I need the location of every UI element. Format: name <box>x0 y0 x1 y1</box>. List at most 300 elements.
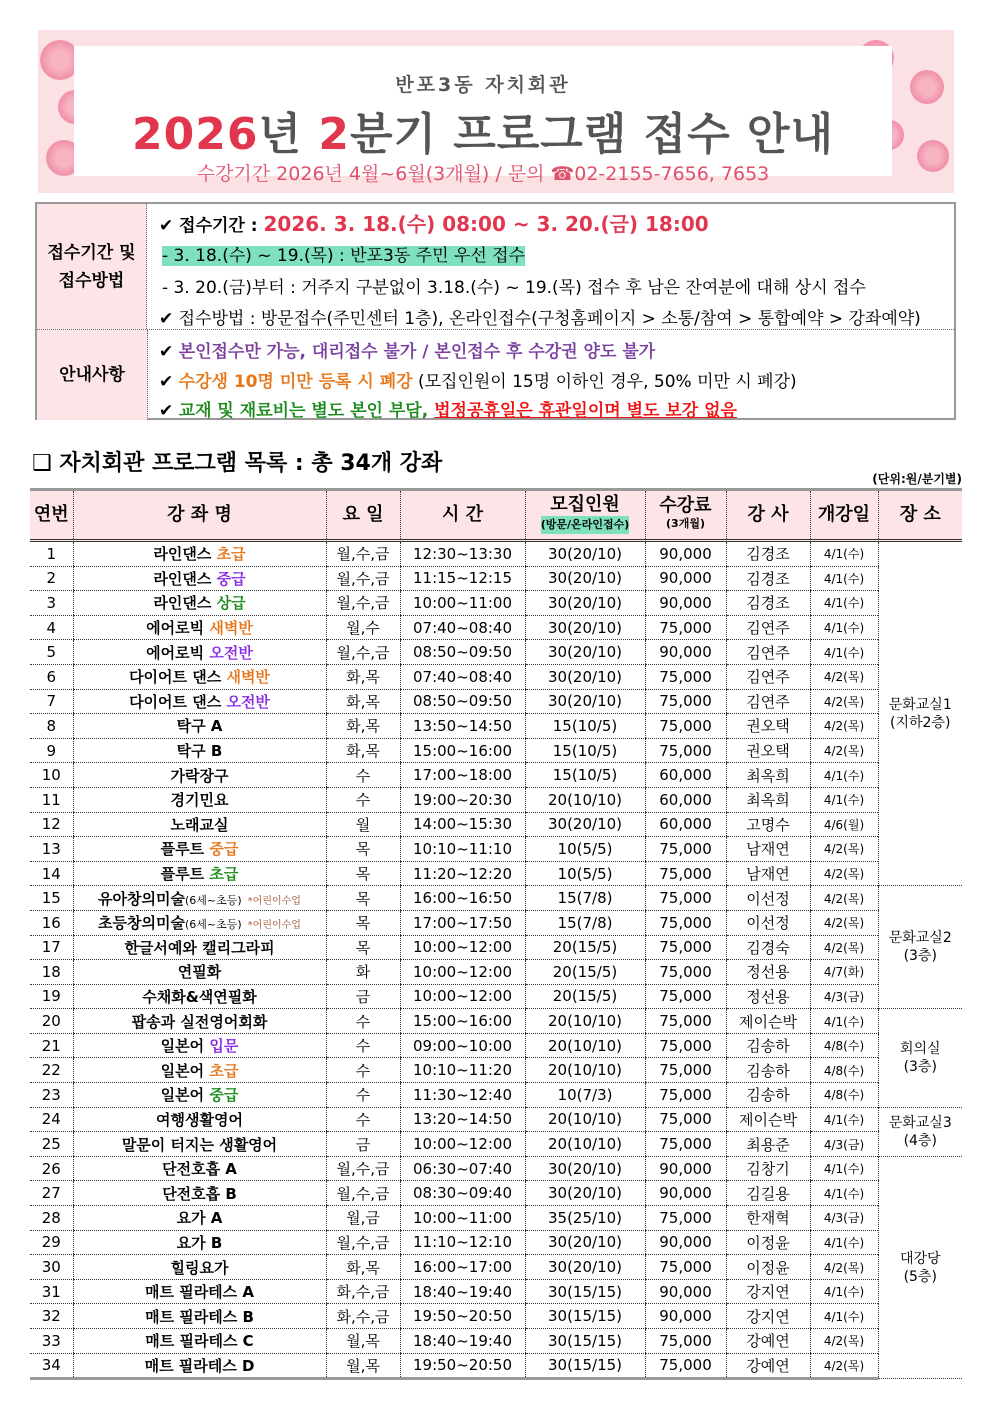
course-days: 월,수 <box>326 615 400 640</box>
table-row <box>30 1107 962 1132</box>
course-open-date: 4/1(수) <box>810 1009 878 1034</box>
course-teacher: 정선용 <box>726 960 810 985</box>
general-line: - 3. 20.(금)부터 : 거주지 구분없이 3.18.(수) ~ 19.(목) 접수 후 남은 잔여분에 대해 상시 접수 <box>162 278 866 298</box>
notice-line-3: ✔ 교재 및 재료비는 별도 본인 부담, 법정공휴일은 휴관일이며 별도 보강 없음 <box>159 401 737 421</box>
course-teacher: 김송하 <box>726 1058 810 1083</box>
course-fee: 75,000 <box>645 837 726 862</box>
row-number: 27 <box>30 1181 73 1206</box>
course-time: 11:15~12:15 <box>400 566 525 591</box>
course-days: 월,수,금 <box>326 591 400 616</box>
course-teacher: 김송하 <box>726 1083 810 1108</box>
table-row <box>30 615 962 640</box>
table-row <box>30 1329 962 1354</box>
course-capacity: 20(10/10) <box>525 1033 645 1058</box>
course-time: 19:50~20:50 <box>400 1353 525 1379</box>
course-open-date: 4/2(목) <box>810 1329 878 1354</box>
course-capacity: 20(15/5) <box>525 960 645 985</box>
course-capacity: 30(20/10) <box>525 664 645 689</box>
table-row <box>30 787 962 812</box>
course-capacity: 20(10/10) <box>525 1107 645 1132</box>
course-days: 화,수,금 <box>326 1304 400 1329</box>
course-time: 08:50~09:50 <box>400 689 525 714</box>
row-number: 14 <box>30 861 73 886</box>
course-capacity: 30(20/10) <box>525 1255 645 1280</box>
table-row <box>30 1033 962 1058</box>
divider <box>37 329 954 330</box>
course-capacity: 30(20/10) <box>525 591 645 616</box>
course-open-date: 4/2(목) <box>810 837 878 862</box>
course-open-date: 4/1(수) <box>810 640 878 665</box>
table-row <box>30 960 962 985</box>
row-number: 13 <box>30 837 73 862</box>
course-open-date: 4/6(월) <box>810 812 878 837</box>
course-name <box>73 1181 326 1206</box>
course-name <box>73 960 326 985</box>
course-level: 새벽반 <box>226 668 270 687</box>
course-title: 경기민요 <box>170 791 229 810</box>
course-title: 다이어트 댄스 <box>129 668 227 687</box>
course-fee: 75,000 <box>645 689 726 714</box>
row-number: 22 <box>30 1058 73 1083</box>
location-name: 대강당 <box>899 1250 941 1267</box>
course-time: 14:00~15:30 <box>400 812 525 837</box>
row-number: 6 <box>30 664 73 689</box>
course-teacher: 김경조 <box>726 566 810 591</box>
course-open-date: 4/1(수) <box>810 541 878 567</box>
location-name: 회의실 <box>899 1040 941 1057</box>
course-fee: 90,000 <box>645 1230 726 1255</box>
course-open-date: 4/1(수) <box>810 787 878 812</box>
course-teacher: 권오택 <box>726 714 810 739</box>
course-open-date: 4/3(금) <box>810 1206 878 1231</box>
course-teacher: 김창기 <box>726 1156 810 1181</box>
table-row <box>30 1230 962 1255</box>
course-title: 단전호흡 A <box>162 1160 237 1179</box>
table-row <box>30 640 962 665</box>
course-capacity: 10(7/3) <box>525 1083 645 1108</box>
course-days: 월,수,금 <box>326 1230 400 1255</box>
course-time: 09:00~10:00 <box>400 1033 525 1058</box>
course-capacity: 20(10/10) <box>525 1132 645 1157</box>
course-title: 힐링요가 <box>170 1258 229 1277</box>
course-name <box>73 1329 326 1354</box>
course-time: 10:10~11:10 <box>400 837 525 862</box>
course-days: 월,수,금 <box>326 566 400 591</box>
course-name <box>73 1156 326 1181</box>
method-line: ✔ 접수방법 : 방문접수(주민센터 1층), 온라인접수(구청홈페이지 > 소통/참여 > 통합예약 > 강좌예약) <box>159 309 921 329</box>
table-row <box>30 1083 962 1108</box>
course-teacher: 이정윤 <box>726 1230 810 1255</box>
course-time: 11:10~12:10 <box>400 1230 525 1255</box>
course-capacity: 30(20/10) <box>525 1181 645 1206</box>
course-days: 월,수,금 <box>326 1156 400 1181</box>
course-fee: 75,000 <box>645 1033 726 1058</box>
course-title: 초등창의미술 <box>98 914 185 933</box>
course-time: 11:30~12:40 <box>400 1083 525 1108</box>
course-days: 화,목 <box>326 738 400 763</box>
course-capacity: 30(20/10) <box>525 615 645 640</box>
table-row <box>30 1009 962 1034</box>
course-title: 여행생활영어 <box>156 1110 243 1129</box>
course-capacity: 15(7/8) <box>525 886 645 911</box>
location-name: 문화교실1 <box>888 696 952 713</box>
course-teacher: 최옥희 <box>726 787 810 812</box>
kids-class-note: *어린이수업 <box>247 895 301 907</box>
course-teacher: 강지연 <box>726 1279 810 1304</box>
label-notice: 안내사항 <box>37 330 148 420</box>
course-capacity: 20(15/5) <box>525 935 645 960</box>
course-title: 에어로빅 <box>146 619 210 638</box>
course-fee: 90,000 <box>645 1304 726 1329</box>
course-fee: 75,000 <box>645 1353 726 1379</box>
course-title: 매트 필라테스 C <box>145 1332 254 1351</box>
course-days: 화,수,금 <box>326 1279 400 1304</box>
course-fee: 60,000 <box>645 812 726 837</box>
course-capacity: 15(7/8) <box>525 910 645 935</box>
course-teacher: 한재혁 <box>726 1206 810 1231</box>
course-time: 06:30~07:40 <box>400 1156 525 1181</box>
table-row <box>30 591 962 616</box>
notice-line-2: ✔ 수강생 10명 미만 등록 시 폐강 (모집인원이 15명 이하인 경우, 50% 미만 시 폐강) <box>159 372 797 392</box>
course-title: 유아창의미술 <box>98 889 185 908</box>
course-capacity: 35(25/10) <box>525 1206 645 1231</box>
col-no: 연번 <box>30 490 73 541</box>
course-teacher: 이정윤 <box>726 1255 810 1280</box>
course-days: 월,목 <box>326 1353 400 1379</box>
table-row <box>30 1353 962 1379</box>
course-time: 13:20~14:50 <box>400 1107 525 1132</box>
course-days: 수 <box>326 1009 400 1034</box>
course-open-date: 4/1(수) <box>810 566 878 591</box>
course-fee: 60,000 <box>645 763 726 788</box>
col-teacher: 강 사 <box>726 490 810 541</box>
course-open-date: 4/1(수) <box>810 1156 878 1181</box>
course-location <box>878 1107 962 1156</box>
course-teacher: 정선용 <box>726 984 810 1009</box>
course-days: 수 <box>326 1033 400 1058</box>
course-time: 10:00~12:00 <box>400 984 525 1009</box>
location-name: 문화교실3 <box>888 1114 952 1131</box>
unit-note: (단위:원/분기별) <box>872 472 962 486</box>
course-title: 라인댄스 <box>153 545 217 564</box>
course-capacity: 30(15/15) <box>525 1279 645 1304</box>
table-row <box>30 1058 962 1083</box>
table-row <box>30 910 962 935</box>
course-teacher: 제이슨박 <box>726 1009 810 1034</box>
course-teacher: 제이슨박 <box>726 1107 810 1132</box>
course-capacity: 30(15/15) <box>525 1304 645 1329</box>
row-number: 34 <box>30 1353 73 1379</box>
course-title: 탁구 A <box>176 717 223 736</box>
course-capacity: 15(10/5) <box>525 738 645 763</box>
course-open-date: 4/2(목) <box>810 689 878 714</box>
course-time: 07:40~08:40 <box>400 664 525 689</box>
row-number: 8 <box>30 714 73 739</box>
course-open-date: 4/2(목) <box>810 714 878 739</box>
course-title: 매트 필라테스 A <box>145 1283 254 1302</box>
course-title: 플루트 <box>160 865 210 884</box>
table-row <box>30 763 962 788</box>
row-number: 1 <box>30 541 73 567</box>
course-time: 08:50~09:50 <box>400 640 525 665</box>
course-title: 다이어트 댄스 <box>129 692 227 711</box>
course-open-date: 4/2(목) <box>810 1353 878 1379</box>
course-fee: 75,000 <box>645 935 726 960</box>
col-time: 시 간 <box>400 490 525 541</box>
course-days: 월,목 <box>326 1329 400 1354</box>
course-open-date: 4/1(수) <box>810 1279 878 1304</box>
course-level: 중급 <box>216 569 246 588</box>
course-title: 팝송과 실전영어회화 <box>131 1012 268 1031</box>
row-number: 11 <box>30 787 73 812</box>
course-name <box>73 714 326 739</box>
course-title: 플루트 <box>160 840 210 859</box>
course-open-date: 4/2(목) <box>810 886 878 911</box>
row-number: 5 <box>30 640 73 665</box>
course-time: 10:00~11:00 <box>400 1206 525 1231</box>
course-open-date: 4/2(목) <box>810 738 878 763</box>
course-name <box>73 763 326 788</box>
course-title: 탁구 B <box>176 742 223 761</box>
cherry-blossom-icon <box>917 140 949 172</box>
age-note: (6세~초등) <box>184 893 242 907</box>
course-time: 18:40~19:40 <box>400 1329 525 1354</box>
course-title: 매트 필라테스 B <box>145 1307 254 1326</box>
course-time: 10:10~11:20 <box>400 1058 525 1083</box>
course-open-date: 4/3(금) <box>810 984 878 1009</box>
row-number: 21 <box>30 1033 73 1058</box>
row-number: 23 <box>30 1083 73 1108</box>
course-time: 19:50~20:50 <box>400 1304 525 1329</box>
course-days: 수 <box>326 763 400 788</box>
course-time: 08:30~09:40 <box>400 1181 525 1206</box>
course-days: 화,목 <box>326 1255 400 1280</box>
course-fee: 75,000 <box>645 1107 726 1132</box>
course-time: 15:00~16:00 <box>400 738 525 763</box>
course-time: 19:00~20:30 <box>400 787 525 812</box>
course-teacher: 김길용 <box>726 1181 810 1206</box>
course-teacher: 강지연 <box>726 1304 810 1329</box>
course-days: 화,목 <box>326 714 400 739</box>
location-floor: (3층) <box>903 1058 937 1075</box>
course-name <box>73 566 326 591</box>
course-level: 오전반 <box>226 692 270 711</box>
location-floor: (4층) <box>903 1132 937 1149</box>
row-number: 32 <box>30 1304 73 1329</box>
course-fee: 90,000 <box>645 1181 726 1206</box>
course-capacity: 30(20/10) <box>525 541 645 567</box>
course-fee: 75,000 <box>645 615 726 640</box>
course-title: 요가 B <box>176 1233 223 1252</box>
course-name <box>73 935 326 960</box>
row-number: 15 <box>30 886 73 911</box>
course-days: 목 <box>326 910 400 935</box>
section-title: ❑ 자치회관 프로그램 목록 : 총 34개 강좌 <box>32 451 443 476</box>
row-number: 20 <box>30 1009 73 1034</box>
course-name <box>73 1353 326 1379</box>
course-teacher: 강예연 <box>726 1353 810 1379</box>
course-days: 금 <box>326 984 400 1009</box>
course-capacity: 15(10/5) <box>525 763 645 788</box>
course-title: 일본어 <box>160 1086 210 1105</box>
course-title: 가락장구 <box>170 766 229 785</box>
course-name <box>73 1279 326 1304</box>
course-name <box>73 1107 326 1132</box>
course-level: 상급 <box>216 594 246 613</box>
row-number: 3 <box>30 591 73 616</box>
course-capacity: 30(20/10) <box>525 640 645 665</box>
course-title: 요가 A <box>176 1209 223 1228</box>
course-days: 목 <box>326 861 400 886</box>
table-row <box>30 861 962 886</box>
table-row <box>30 1304 962 1329</box>
col-open: 개강일 <box>810 490 878 541</box>
course-level: 초급 <box>209 865 239 884</box>
col-capacity: 모집인원(방문/온라인접수) <box>525 490 645 541</box>
course-fee: 75,000 <box>645 1132 726 1157</box>
course-time: 13:50~14:50 <box>400 714 525 739</box>
course-time: 12:30~13:30 <box>400 541 525 567</box>
course-open-date: 4/8(수) <box>810 1083 878 1108</box>
course-teacher: 김송하 <box>726 1033 810 1058</box>
program-table <box>30 488 962 1380</box>
course-title: 라인댄스 <box>153 569 217 588</box>
course-capacity: 30(20/10) <box>525 812 645 837</box>
course-title: 말문이 터지는 생활영어 <box>121 1135 278 1154</box>
course-days: 월,금 <box>326 1206 400 1231</box>
col-name: 강 좌 명 <box>73 490 326 541</box>
course-capacity: 15(10/5) <box>525 714 645 739</box>
course-time: 18:40~19:40 <box>400 1279 525 1304</box>
course-title: 라인댄스 <box>153 594 217 613</box>
course-level: 새벽반 <box>209 619 253 638</box>
course-fee: 75,000 <box>645 714 726 739</box>
table-row <box>30 935 962 960</box>
row-number: 9 <box>30 738 73 763</box>
table-row <box>30 886 962 911</box>
course-name <box>73 837 326 862</box>
course-time: 07:40~08:40 <box>400 615 525 640</box>
course-days: 화 <box>326 960 400 985</box>
location-floor: (지하2층) <box>890 714 951 731</box>
row-number: 28 <box>30 1206 73 1231</box>
course-days: 금 <box>326 1132 400 1157</box>
course-time: 16:00~16:50 <box>400 886 525 911</box>
row-number: 10 <box>30 763 73 788</box>
course-name <box>73 1206 326 1231</box>
course-fee: 90,000 <box>645 591 726 616</box>
course-fee: 75,000 <box>645 886 726 911</box>
course-open-date: 4/2(목) <box>810 664 878 689</box>
course-days: 목 <box>326 935 400 960</box>
table-row <box>30 1181 962 1206</box>
banner-period-contact: 수강기간 2026년 4월~6월(3개월) / 문의 ☎02-2155-7656, 7653 <box>196 163 770 185</box>
course-open-date: 4/2(목) <box>810 861 878 886</box>
course-title: 한글서예와 캘리그라피 <box>124 938 275 957</box>
age-note: (6세~초등) <box>184 918 242 932</box>
table-row <box>30 984 962 1009</box>
course-location <box>878 541 962 886</box>
course-name <box>73 615 326 640</box>
course-time: 10:00~12:00 <box>400 960 525 985</box>
location-floor: (3층) <box>903 948 937 965</box>
course-capacity: 30(15/15) <box>525 1329 645 1354</box>
location-floor: (5층) <box>903 1268 937 1285</box>
col-fee: 수강료 (3개월) <box>645 490 726 541</box>
course-name <box>73 861 326 886</box>
course-days: 수 <box>326 787 400 812</box>
row-number: 26 <box>30 1156 73 1181</box>
course-days: 월,수,금 <box>326 541 400 567</box>
course-name <box>73 1009 326 1034</box>
course-level: 초급 <box>216 545 246 564</box>
row-number: 4 <box>30 615 73 640</box>
course-open-date: 4/7(화) <box>810 960 878 985</box>
course-name <box>73 984 326 1009</box>
table-row <box>30 812 962 837</box>
course-name <box>73 910 326 935</box>
row-number: 2 <box>30 566 73 591</box>
row-number: 18 <box>30 960 73 985</box>
course-name <box>73 1255 326 1280</box>
course-teacher: 이선정 <box>726 886 810 911</box>
course-open-date: 4/1(수) <box>810 1304 878 1329</box>
course-open-date: 4/1(수) <box>810 1107 878 1132</box>
banner-content <box>74 46 892 185</box>
course-name <box>73 541 326 567</box>
row-number: 24 <box>30 1107 73 1132</box>
course-teacher: 김연주 <box>726 615 810 640</box>
col-location: 장 소 <box>878 490 962 541</box>
course-open-date: 4/8(수) <box>810 1033 878 1058</box>
course-fee: 75,000 <box>645 1329 726 1354</box>
course-teacher: 김경조 <box>726 541 810 567</box>
table-row <box>30 714 962 739</box>
course-time: 10:00~11:00 <box>400 591 525 616</box>
cherry-blossom-icon <box>910 70 944 104</box>
table-row <box>30 1279 962 1304</box>
course-fee: 75,000 <box>645 1255 726 1280</box>
course-name <box>73 1083 326 1108</box>
row-number: 31 <box>30 1279 73 1304</box>
course-days: 화,목 <box>326 664 400 689</box>
course-fee: 90,000 <box>645 640 726 665</box>
course-fee: 75,000 <box>645 1058 726 1083</box>
course-fee: 75,000 <box>645 1083 726 1108</box>
course-open-date: 4/2(목) <box>810 935 878 960</box>
course-capacity: 30(20/10) <box>525 1230 645 1255</box>
course-open-date: 4/3(금) <box>810 1132 878 1157</box>
course-capacity: 30(20/10) <box>525 1156 645 1181</box>
course-days: 월 <box>326 812 400 837</box>
course-open-date: 4/2(목) <box>810 910 878 935</box>
course-days: 수 <box>326 1107 400 1132</box>
course-teacher: 최용준 <box>726 1132 810 1157</box>
course-location <box>878 886 962 1009</box>
notice-line-1: ✔ 본인접수만 가능, 대리접수 불가 / 본인접수 후 수강권 양도 불가 <box>159 342 656 362</box>
table-row <box>30 664 962 689</box>
banner-title: 2026년 2분기 프로그램 접수 안내 <box>132 109 834 160</box>
course-time: 11:20~12:20 <box>400 861 525 886</box>
course-teacher: 이선정 <box>726 910 810 935</box>
course-fee: 75,000 <box>645 984 726 1009</box>
course-days: 목 <box>326 837 400 862</box>
table-row <box>30 541 962 567</box>
course-open-date: 4/1(수) <box>810 1230 878 1255</box>
course-open-date: 4/1(수) <box>810 1181 878 1206</box>
course-teacher: 남재연 <box>726 861 810 886</box>
course-days: 화,목 <box>326 689 400 714</box>
